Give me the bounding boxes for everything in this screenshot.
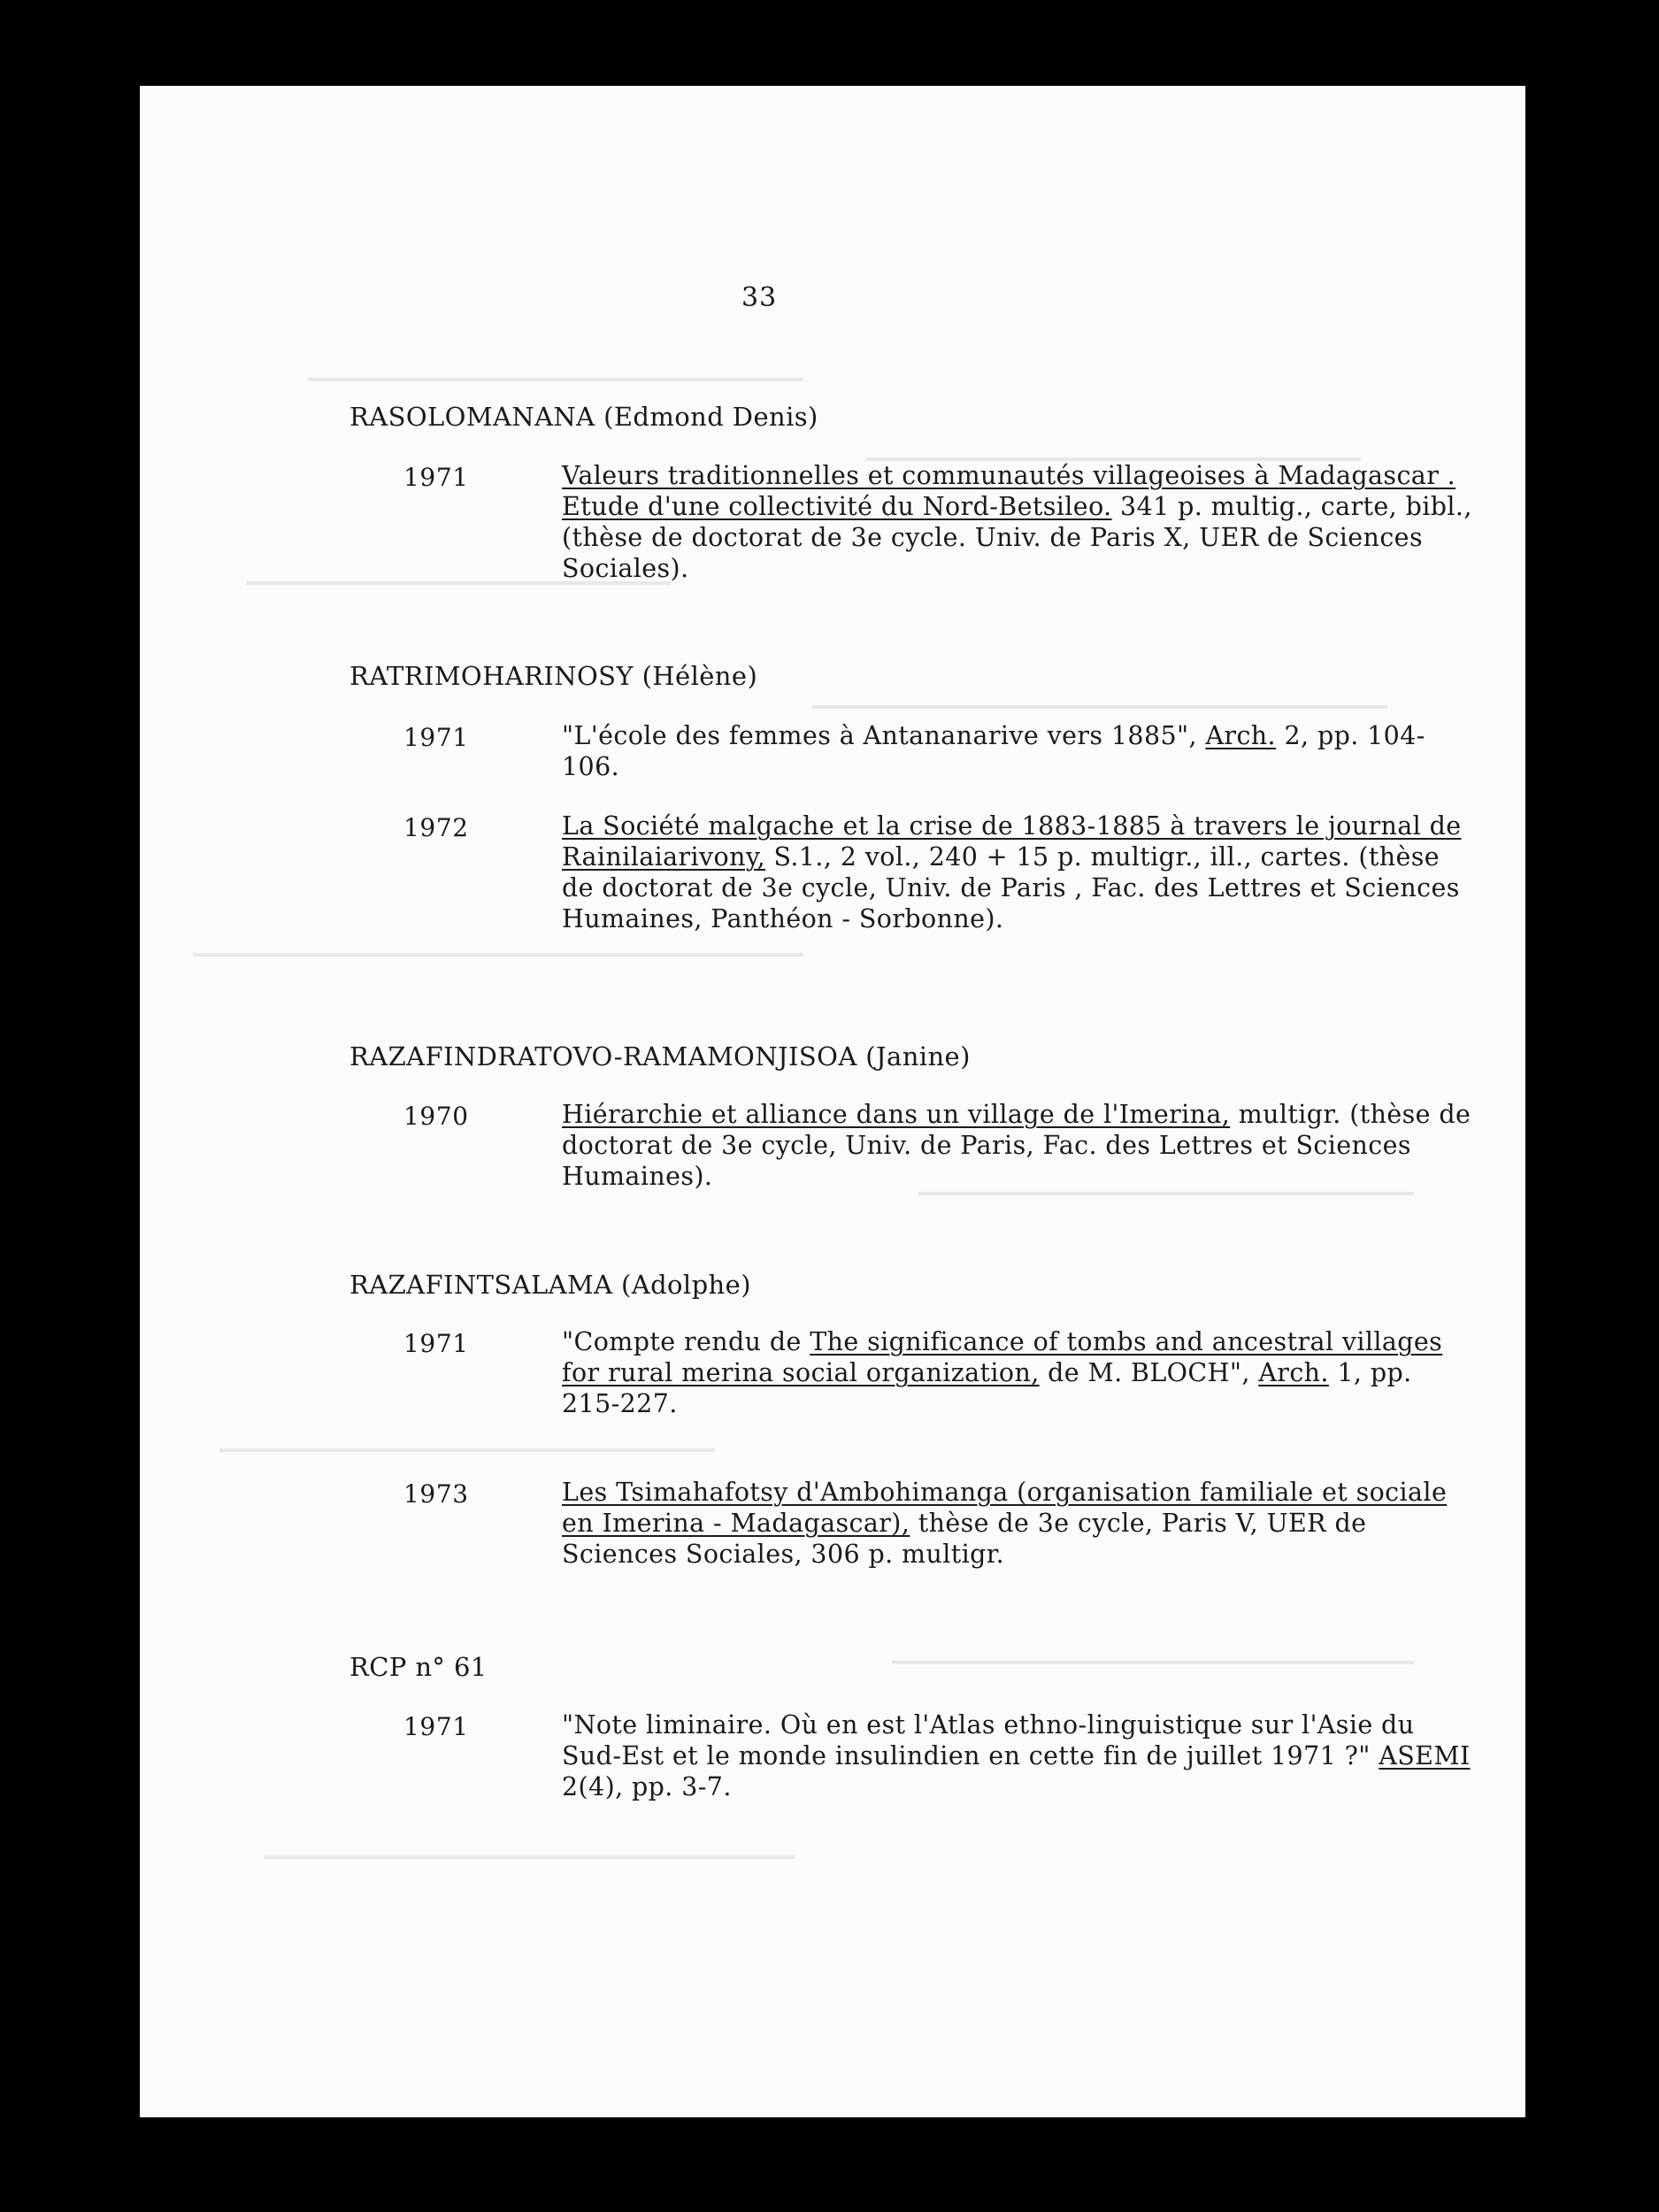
work-details: 1, pp. 215-227. bbox=[562, 1358, 1412, 1418]
work-title: Les Tsimahafotsy d'Ambohimanga (organisation familiale et sociale en Imerina - Madagascar), bbox=[562, 1478, 1448, 1538]
paper-sheet bbox=[140, 86, 1525, 2117]
work-title: La Société malgache et la crise de 1883-1885 à travers le journal de Rainilaiarivony, bbox=[562, 811, 1462, 872]
work-details: multigr. (thèse de doctorat de 3e cycle, Univ. de Paris, Fac. des Lettres et Sciences Humaines). bbox=[562, 1100, 1471, 1191]
work-details: 2, pp. 104-106. bbox=[562, 721, 1425, 781]
entry-year: 1970 bbox=[403, 1102, 469, 1131]
page-number: 33 bbox=[741, 282, 778, 313]
work-title-quoted: "L'école des femmes à Antananarive vers 1885", bbox=[562, 721, 1206, 750]
reference-text bbox=[562, 1477, 1473, 1570]
work-title-quoted: "Note liminaire. Où en est l'Atlas ethno-linguistique sur l'Asie du Sud-Est et le monde insulindien en cette fin de juillet 1971 ?" bbox=[562, 1710, 1415, 1770]
work-details: 2(4), pp. 3-7. bbox=[562, 1772, 732, 1801]
work-prefix: "Compte rendu de bbox=[562, 1327, 810, 1356]
reference-text bbox=[562, 720, 1473, 782]
work-details: thèse de 3e cycle, Paris V, UER de Sciences Sociales, 306 p. multigr. bbox=[562, 1509, 1367, 1569]
work-middle: de M. BLOCH", bbox=[1039, 1358, 1259, 1387]
entry-year: 1971 bbox=[403, 1712, 469, 1741]
journal-name: Arch. bbox=[1205, 721, 1277, 750]
work-title: Hiérarchie et alliance dans un village de l'Imerina, bbox=[562, 1100, 1231, 1129]
work-title: The significance of tombs and ancestral villages for rural merina social organization, bbox=[562, 1327, 1443, 1387]
reference-text bbox=[562, 1099, 1473, 1192]
entry-year: 1973 bbox=[403, 1479, 469, 1509]
work-details: S.1., 2 vol., 240 + 15 p. multigr., ill., cartes. (thèse de doctorat de 3e cycle, Univ. de Paris , Fac. des Lettres et Sciences Humaines, Panthéon - Sorbonne). bbox=[562, 842, 1460, 933]
author-heading: RAZAFINDRATOVO-RAMAMONJISOA (Janine) bbox=[349, 1041, 971, 1071]
author-heading: RCP n° 61 bbox=[349, 1652, 488, 1682]
work-title: Valeurs traditionnelles et communautés villageoises à Madagascar . Etude d'une collectivité du Nord-Betsileo. bbox=[562, 461, 1456, 521]
reference-text bbox=[562, 810, 1473, 934]
entry-year: 1971 bbox=[403, 1329, 469, 1358]
reference-text bbox=[562, 1326, 1473, 1419]
work-details: 341 p. multig., carte, bibl., (thèse de doctorat de 3e cycle. Univ. de Paris X, UER de Sciences Sociales). bbox=[562, 492, 1472, 583]
journal-name: ASEMI bbox=[1379, 1741, 1471, 1770]
journal-name: Arch. bbox=[1258, 1358, 1329, 1387]
author-heading: RASOLOMANANA (Edmond Denis) bbox=[349, 402, 818, 432]
author-heading: RAZAFINTSALAMA (Adolphe) bbox=[349, 1270, 751, 1300]
reference-text bbox=[562, 460, 1473, 584]
entry-year: 1972 bbox=[403, 813, 469, 842]
reference-text bbox=[562, 1709, 1473, 1802]
entry-year: 1971 bbox=[403, 463, 469, 492]
author-heading: RATRIMOHARINOSY (Hélène) bbox=[349, 661, 758, 691]
entry-year: 1971 bbox=[403, 723, 469, 752]
